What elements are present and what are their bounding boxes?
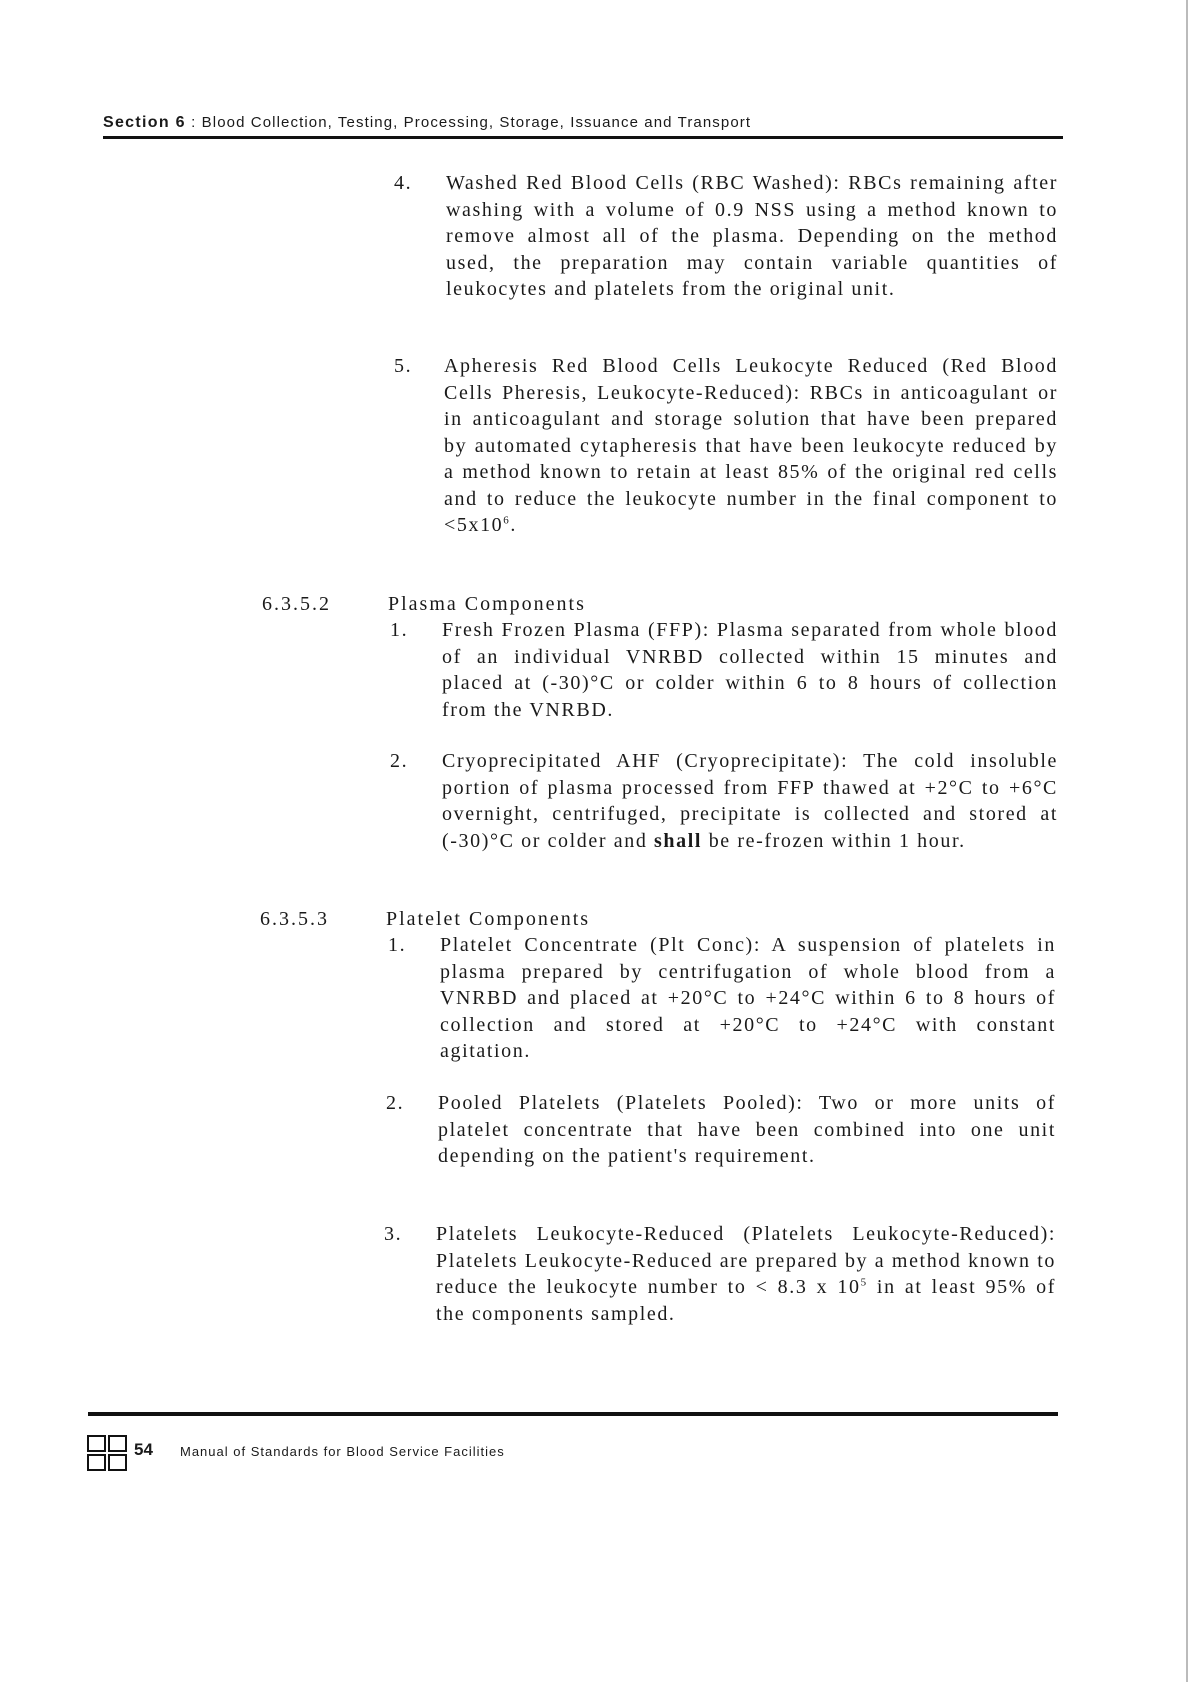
item-text: Apheresis Red Blood Cells Leukocyte Reduced (Red Blood Cells Pheresis, Leukocyte-Reduced): RBCs in anticoagulant or in anticoagulant and storage solution that have been prepared by automated cytapheresis that have been leukocyte reduced by a method known to retain at least 85% of the original red cells and to reduce the leukocyte number in the final component to $<5x10^6$.: [444, 355, 1058, 536]
item-paragraph: [444, 353, 1058, 539]
item-text: Pooled Platelets (Platelets Pooled): Two or more units of platelet concentrate that have been combined into one unit depending on the patient's requirement.: [438, 1092, 1056, 1167]
section-title: : Blood Collection, Testing, Processing, Storage, Issuance and Transport: [191, 114, 752, 131]
item-number: 1.: [390, 619, 409, 641]
section-label: Section 6: [103, 114, 186, 131]
item-paragraph: [440, 932, 1056, 1065]
manual-logo-icon: [86, 1434, 128, 1472]
item-number: 2.: [386, 1092, 405, 1114]
subsection-number: 6.3.5.2: [262, 593, 331, 615]
subsection-number: 6.3.5.3: [260, 908, 329, 930]
item-number: 3.: [384, 1223, 403, 1245]
footer-title: Manual of Standards for Blood Service Facilities: [180, 1444, 505, 1459]
item-text: Washed Red Blood Cells (RBC Washed): RBCs remaining after washing with a volume of 0.9 NSS using a method known to remove almost all of the plasma. Depending on the method used, the preparation may contain variable quantities of leukocytes and platelets from the original unit.: [446, 172, 1058, 300]
item-paragraph: [442, 617, 1058, 723]
header-rule: [103, 136, 1063, 139]
item-paragraph: [438, 1090, 1056, 1170]
item-number: 1.: [388, 934, 407, 956]
item-number: 2.: [390, 750, 409, 772]
footer-rule: [88, 1412, 1058, 1416]
item-text: Fresh Frozen Plasma (FFP): Plasma separated from whole blood of an individual VNRBD collected within 15 minutes and placed at (-30)°C or colder within 6 to 8 hours of collection from the VNRBD.: [442, 619, 1058, 721]
subsection-title: Plasma Components: [388, 593, 586, 615]
item-text: Cryoprecipitated AHF (Cryoprecipitate): The cold insoluble portion of plasma processed from FFP thawed at +2°C to +6°C overnight, centrifuged, precipitate is collected and stored at (-30)°C or colder and shall be re-frozen within 1 hour.: [442, 750, 1058, 852]
item-number: 5.: [394, 355, 413, 377]
running-header: [103, 114, 1063, 136]
subsection-title: Platelet Components: [386, 908, 591, 930]
item-number: 4.: [394, 172, 413, 194]
item-paragraph: [436, 1221, 1056, 1327]
item-text: Platelets Leukocyte-Reduced (Platelets Leukocyte-Reduced): Platelets Leukocyte-Reduced are prepared by a method known to reduce the leukocyte number to < 8.3 x $10^5$ in at least 95% of the components sampled.: [436, 1223, 1056, 1325]
page-number: 54: [134, 1440, 153, 1459]
item-paragraph: [446, 170, 1058, 303]
page-edge: [1186, 0, 1188, 1682]
item-text: Platelet Concentrate (Plt Conc): A suspension of platelets in plasma prepared by centrifugation of whole blood from a VNRBD and placed at +20°C to +24°C within 6 to 8 hours of collection and stored at +20°C to +24°C with constant agitation.: [440, 934, 1056, 1062]
item-paragraph: [442, 748, 1058, 854]
